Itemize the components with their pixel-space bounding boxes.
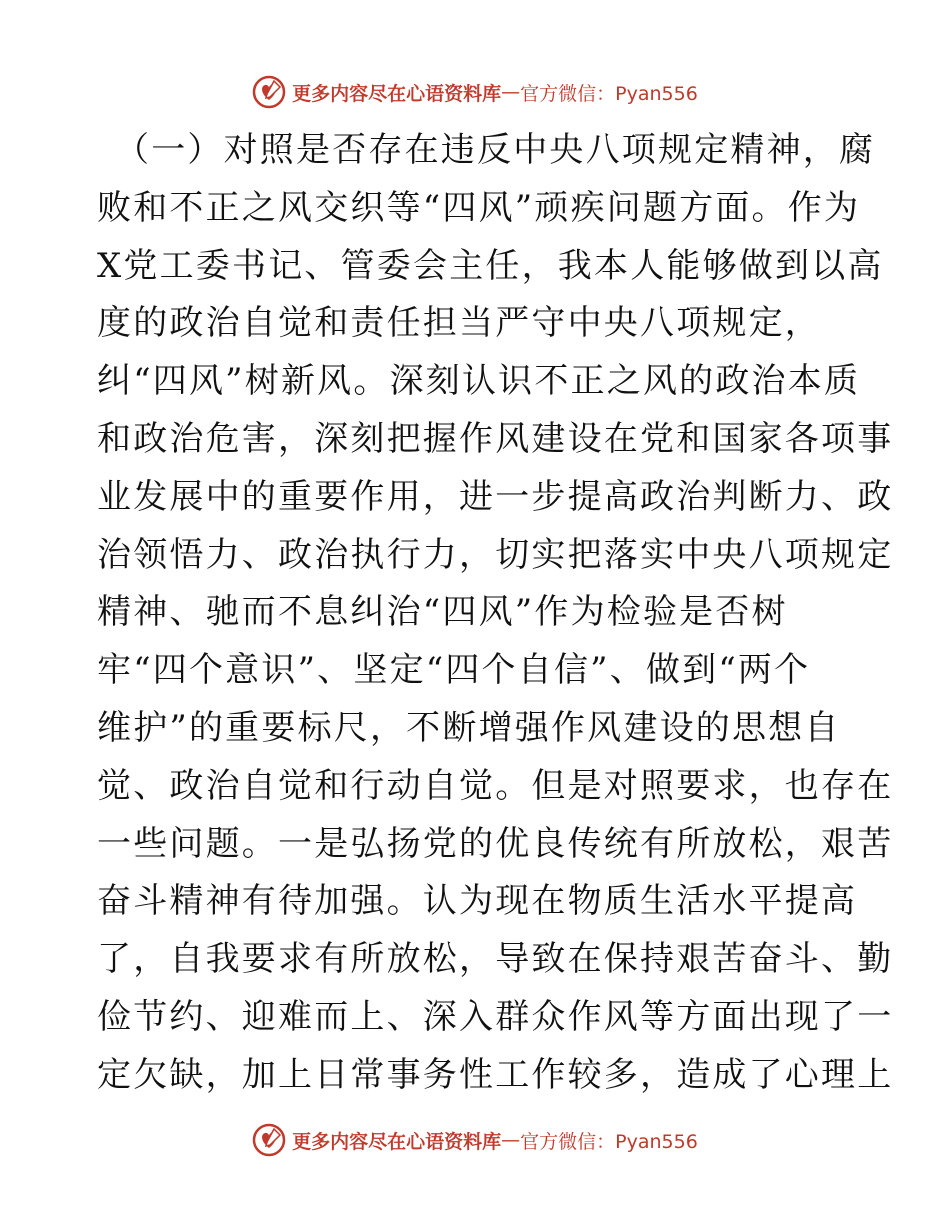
document-body (97, 122, 894, 1105)
text-line: 业发展中的重要作用，进一步提高政治判断力、政 (97, 476, 894, 517)
text-line: 一些问题。一是弘扬党的优良传统有所放松，艰苦 (97, 823, 894, 864)
text-line: 和政治危害，深刻把握作风建设在党和国家各项事 (97, 418, 894, 459)
text-line: 觉、政治自觉和行动自觉。但是对照要求，也存在 (97, 765, 894, 806)
text-line: 败和不正之风交织等“四风”顽疾问题方面。作为 (97, 187, 861, 228)
text-line: 治领悟力、政治执行力，切实把落实中央八项规定 (97, 534, 894, 575)
text-line: 维护”的重要标尺，不断增强作风建设的思想自 (97, 707, 841, 748)
banner-contact-text: 官方微信：Pyan556 (520, 1130, 698, 1153)
text-line: 精神、驰而不息纠治“四风”作为检验是否树 (97, 592, 788, 633)
footer-banner (0, 1120, 950, 1160)
header-banner (0, 72, 950, 112)
text-line: 牢“四个意识”、坚定“四个自信”、做到“两个 (97, 650, 811, 691)
text-line: X党工委书记、管委会主任，我本人能够做到以高 (97, 245, 884, 286)
banner-separator: — (501, 1129, 521, 1151)
banner-contact-text: 官方微信：Pyan556 (520, 82, 698, 105)
text-line: 了，自我要求有所放松，导致在保持艰苦奋斗、勤 (97, 939, 894, 980)
text-line: 纠“四风”树新风。深刻认识不正之风的政治本质 (97, 361, 861, 402)
text-line: （一）对照是否存在违反中央八项规定精神，腐 (115, 130, 876, 170)
text-line: 度的政治自觉和责任担当严守中央八项规定， (97, 303, 821, 344)
heart-pen-logo-icon (252, 1123, 286, 1157)
heart-pen-logo-icon (252, 75, 286, 109)
banner-brand-text: 更多内容尽在心语资料库 (292, 82, 502, 105)
banner-brand-text: 更多内容尽在心语资料库 (292, 1130, 502, 1153)
text-line: 奋斗精神有待加强。认为现在物质生活水平提高 (97, 881, 858, 922)
text-line: 定欠缺，加上日常事务性工作较多，造成了心理上 (97, 1054, 894, 1095)
banner-separator: — (501, 81, 521, 103)
text-line: 俭节约、迎难而上、深入群众作风等方面出现了一 (97, 996, 894, 1037)
